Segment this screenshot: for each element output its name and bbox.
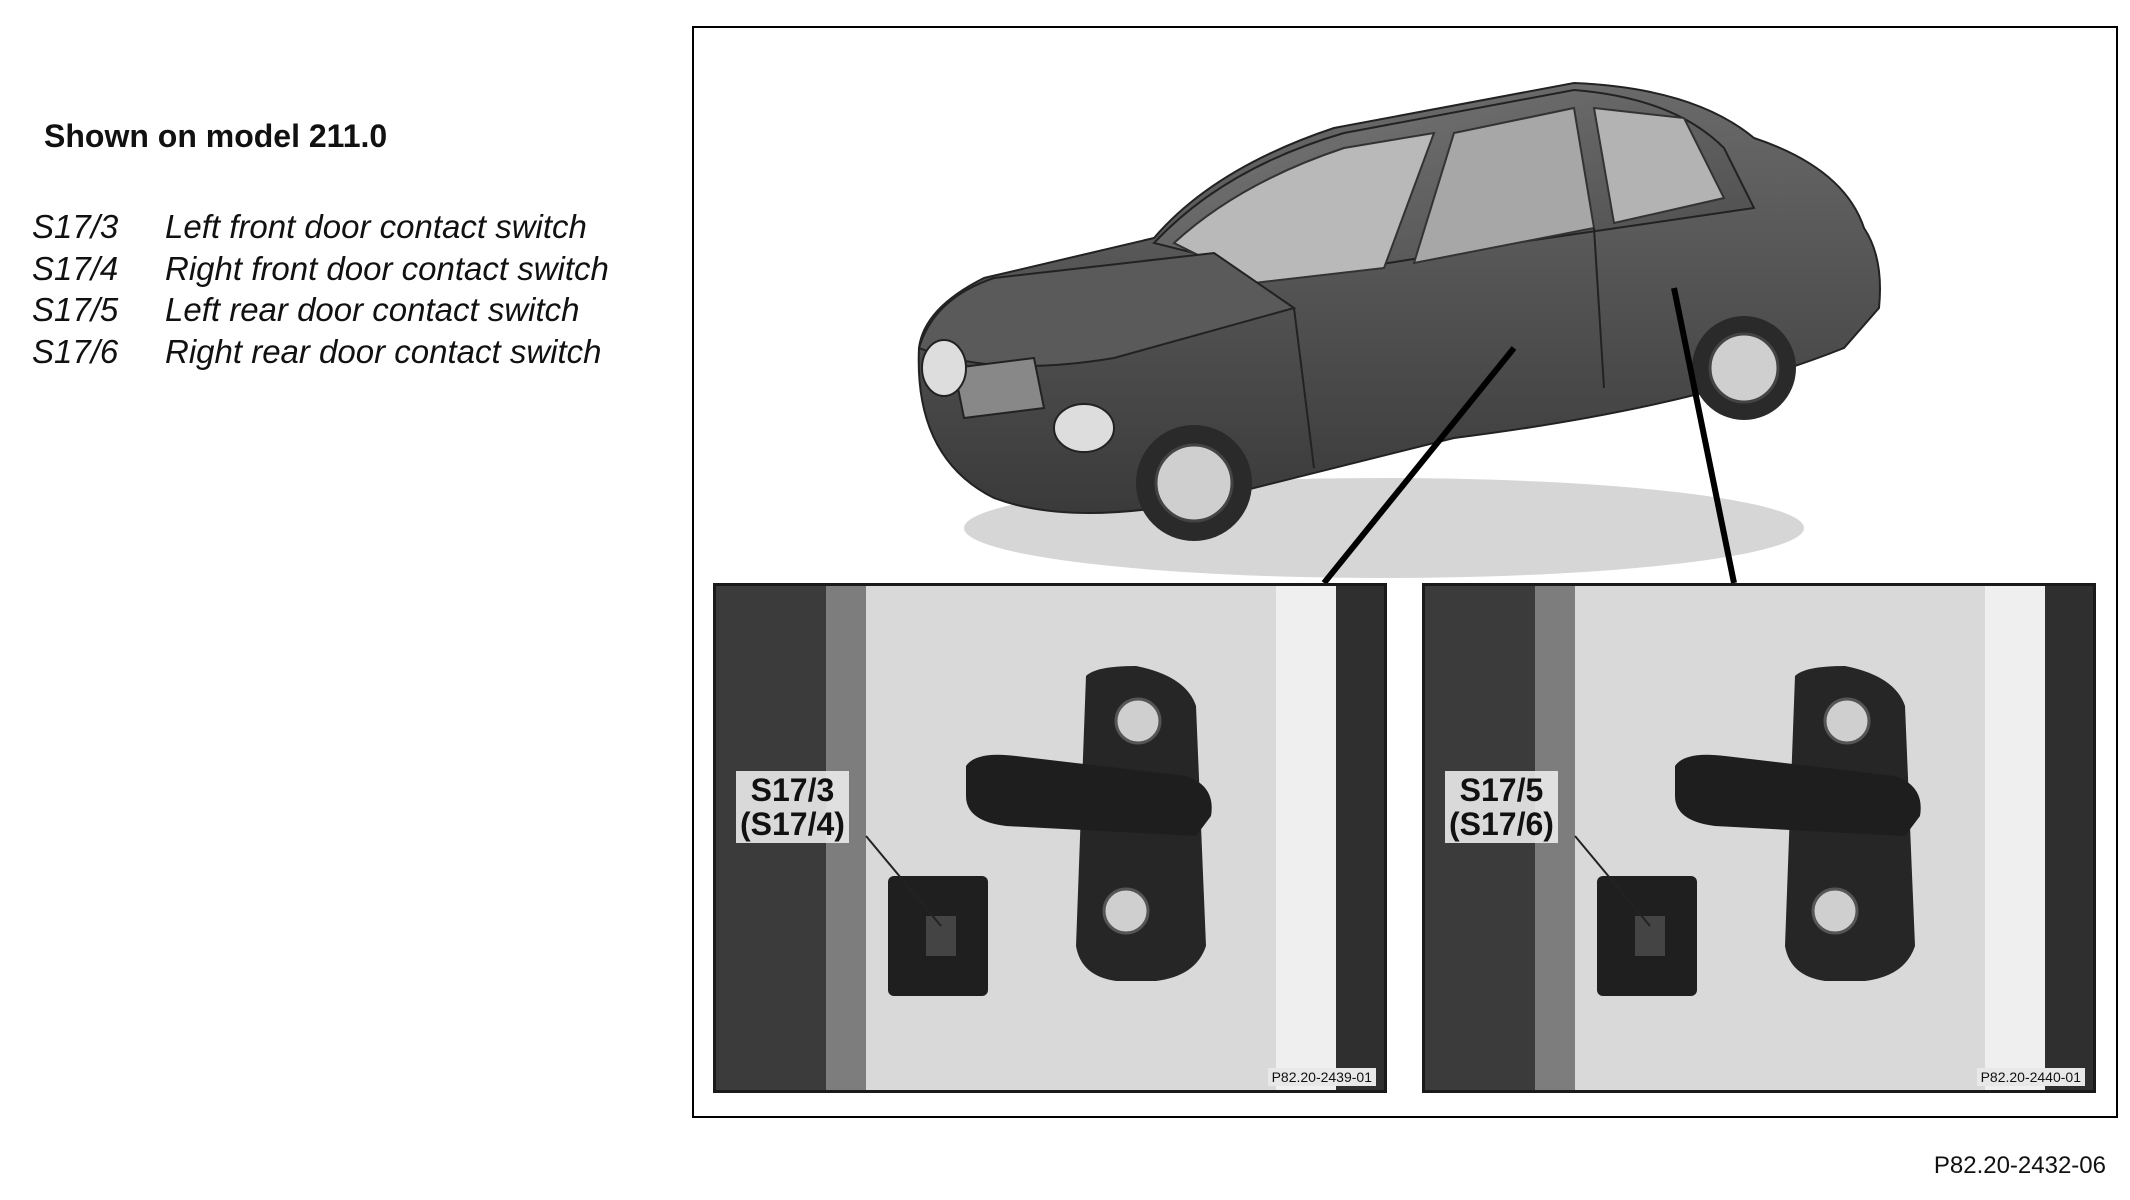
legend-code: S17/4 bbox=[32, 249, 119, 287]
inset-label-primary: S17/3 bbox=[750, 772, 835, 808]
inset-label-primary: S17/5 bbox=[1459, 772, 1544, 808]
legend-code: S17/3 bbox=[32, 208, 119, 245]
legend-item bbox=[32, 208, 609, 250]
page-title: Shown on model 211.0 bbox=[44, 118, 388, 154]
legend-code: S17/5 bbox=[32, 291, 119, 328]
inset-label-secondary: (S17/4) bbox=[740, 806, 845, 842]
figure-reference: P82.20-2432-06 bbox=[1933, 1152, 2106, 1179]
inset-reference: P82.20-2440-01 bbox=[1977, 1068, 2085, 1086]
inset-front-door-switch bbox=[713, 583, 1387, 1093]
legend-item bbox=[32, 250, 609, 292]
legend-code: S17/6 bbox=[32, 332, 119, 370]
inset-reference: P82.20-2439-01 bbox=[1268, 1068, 1376, 1086]
inset-label-secondary: (S17/6) bbox=[1449, 806, 1554, 842]
legend-item bbox=[32, 333, 609, 375]
inset-rear-door-switch bbox=[1422, 583, 2096, 1093]
inset-label bbox=[1445, 771, 1558, 843]
legend-text: Left rear door contact switch bbox=[165, 291, 580, 328]
legend-text: Left front door contact switch bbox=[165, 208, 587, 245]
legend bbox=[32, 208, 609, 374]
legend-text: Right front door contact switch bbox=[165, 249, 609, 287]
inset-label bbox=[736, 771, 849, 843]
legend-item bbox=[32, 291, 609, 333]
diagram-frame bbox=[692, 26, 2118, 1118]
legend-text: Right rear door contact switch bbox=[165, 332, 602, 370]
